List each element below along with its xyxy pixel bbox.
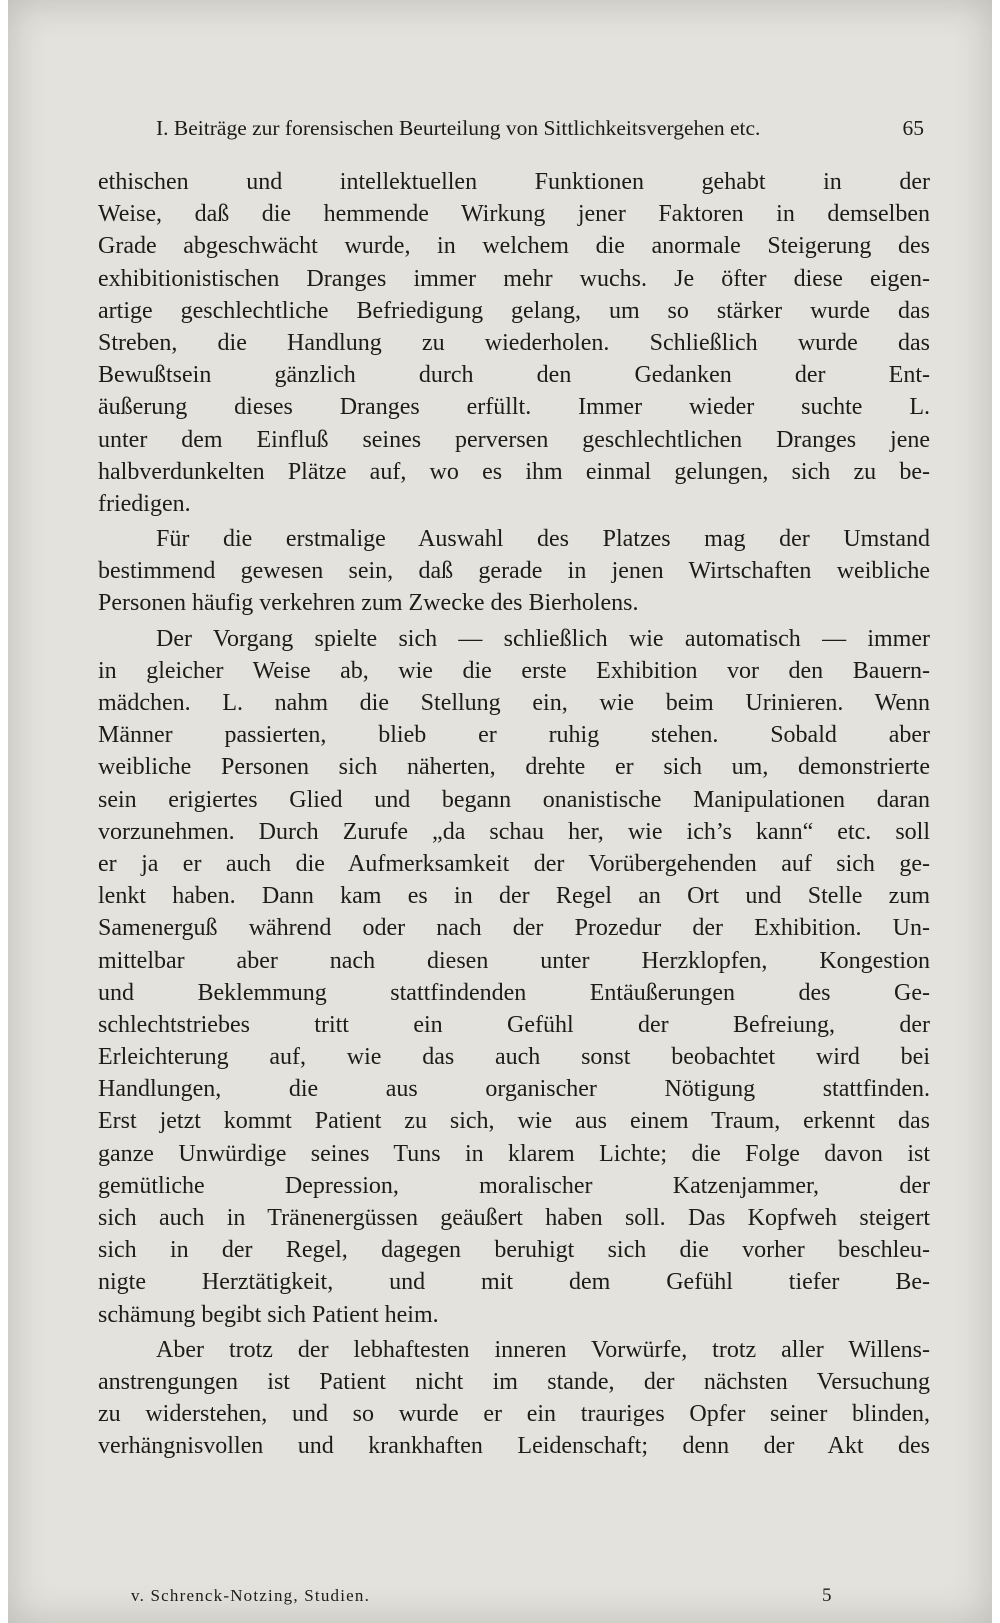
sheet-number: 5 xyxy=(822,1585,832,1606)
text-line: anstrengungen ist Patient nicht im stande, der nächsten Versuchung xyxy=(98,1368,930,1395)
text-line: sein erigiertes Glied und begann onanistische Manipulationen daran xyxy=(98,786,930,813)
text-line: ethischen und intellektuellen Funktionen gehabt in der xyxy=(98,169,930,195)
text-line: friedigen. xyxy=(98,490,191,517)
text-line: bestimmend gewesen sein, daß gerade in jenen Wirtschaften weibliche xyxy=(98,558,930,585)
text-line: sich auch in Tränenergüssen geäußert haben soll. Das Kopfweh steigert xyxy=(98,1205,930,1231)
sheet-signature: v. Schrenck-Notzing, Studien. xyxy=(131,1586,371,1605)
text-line: mädchen. L. nahm die Stellung ein, wie beim Urinieren. Wenn xyxy=(98,690,930,716)
text-line: exhibitionistischen Dranges immer mehr wuchs. Je öfter diese eigen- xyxy=(98,265,930,292)
text-line: schlechtstriebes tritt ein Gefühl der Befreiung, der xyxy=(98,1011,930,1038)
paragraph-start-line: Für die erstmalige Auswahl des Platzes mag der Umstand xyxy=(156,526,930,553)
text-line: halbverdunkelten Plätze auf, wo es ihm einmal gelungen, sich zu be- xyxy=(98,458,930,485)
text-line: zu widerstehen, und so wurde er ein trauriges Opfer seiner blinden, xyxy=(98,1401,930,1428)
body-text xyxy=(98,166,930,1463)
running-title: I. Beiträge zur forensischen Beurteilung von Sittlichkeitsvergehen etc. xyxy=(156,116,761,140)
text-line: Personen häufig verkehren zum Zwecke des Bierholens. xyxy=(98,590,639,617)
running-header xyxy=(156,114,924,142)
text-line: Erleichterung auf, wie das auch sonst beobachtet wird bei xyxy=(98,1044,930,1071)
text-line: Grade abgeschwächt wurde, in welchem die anormale Steigerung des xyxy=(98,233,930,260)
paragraph-start-line: Aber trotz der lebhaftesten inneren Vorwürfe, trotz aller Willens- xyxy=(156,1336,930,1363)
text-line: ganze Unwürdige seines Tuns in klarem Lichte; die Folge davon ist xyxy=(98,1140,930,1167)
text-line: und Beklemmung stattfindenden Entäußerungen des Ge- xyxy=(98,979,930,1006)
text-line: Weise, daß die hemmende Wirkung jener Faktoren in demselben xyxy=(98,201,930,228)
text-line: Männer passierten, blieb er ruhig stehen. Sobald aber xyxy=(98,722,930,749)
text-line: schämung begibt sich Patient heim. xyxy=(98,1301,439,1328)
paragraph-start-line: Der Vorgang spielte sich — schließlich wie automatisch — immer xyxy=(156,625,930,652)
text-line: verhängnisvollen und krankhaften Leidenschaft; denn der Akt des xyxy=(98,1433,930,1460)
text-line: unter dem Einfluß seines perversen geschlechtlichen Dranges jene xyxy=(98,426,930,453)
text-line: gemütliche Depression, moralischer Katzenjammer, der xyxy=(98,1172,930,1199)
text-line: mittelbar aber nach diesen unter Herzklopfen, Kongestion xyxy=(98,947,930,974)
text-line: Erst jetzt kommt Patient zu sich, wie aus einem Traum, erkennt das xyxy=(98,1108,930,1135)
text-line: vorzunehmen. Durch Zurufe „da schau her, wie ich’s kann“ etc. soll xyxy=(98,818,930,845)
text-line: sich in der Regel, dagegen beruhigt sich die vorher beschleu- xyxy=(98,1237,930,1264)
text-line: Bewußtsein gänzlich durch den Gedanken der Ent- xyxy=(98,362,930,389)
text-line: Handlungen, die aus organischer Nötigung stattfinden. xyxy=(98,1076,930,1103)
text-line: lenkt haben. Dann kam es in der Regel an Ort und Stelle zum xyxy=(98,883,930,910)
page-number: 65 xyxy=(902,116,924,140)
text-line: artige geschlechtliche Befriedigung gelang, um so stärker wurde das xyxy=(98,297,930,324)
text-line: in gleicher Weise ab, wie die erste Exhibition vor den Bauern- xyxy=(98,657,930,684)
text-line: Samenerguß während oder nach der Prozedur der Exhibition. Un- xyxy=(98,915,930,942)
text-line: äußerung dieses Dranges erfüllt. Immer wieder suchte L. xyxy=(98,394,930,421)
book-page xyxy=(8,0,992,1623)
text-line: weibliche Personen sich näherten, drehte er sich um, demonstrierte xyxy=(98,754,930,781)
page-footer xyxy=(131,1585,831,1607)
text-line: Streben, die Handlung zu wiederholen. Schließlich wurde das xyxy=(98,329,930,356)
text-line: er ja er auch die Aufmerksamkeit der Vorübergehenden auf sich ge- xyxy=(98,850,930,877)
text-line: nigte Herztätigkeit, und mit dem Gefühl tiefer Be- xyxy=(98,1269,930,1296)
